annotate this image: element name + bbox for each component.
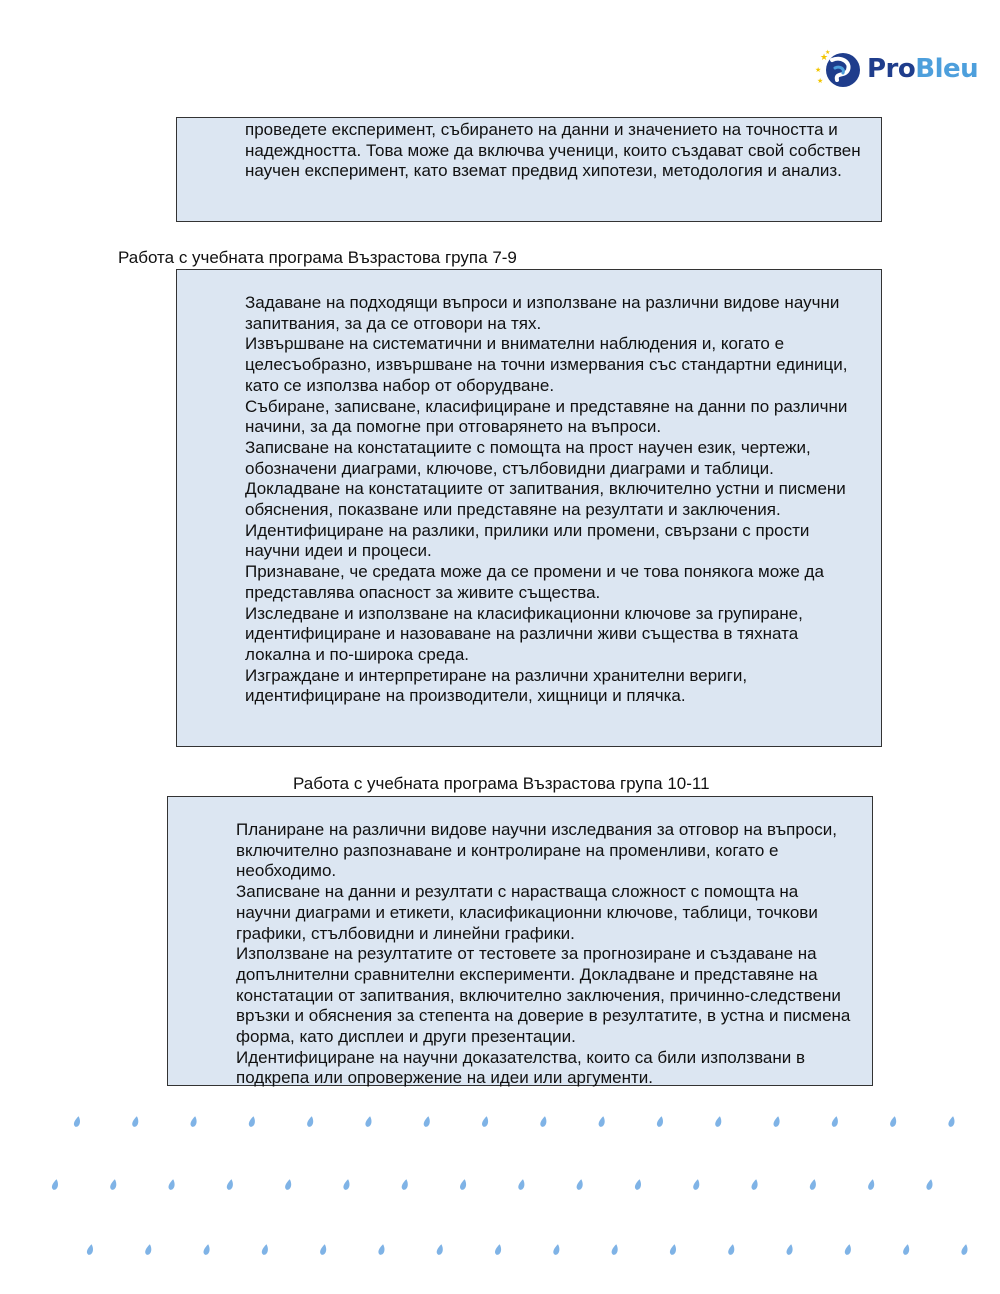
drop-shape xyxy=(948,1116,956,1128)
logo-wordmark xyxy=(867,54,978,84)
drop-shape xyxy=(773,1116,781,1128)
svg-text:★: ★ xyxy=(815,66,822,74)
drop-shape xyxy=(518,1179,526,1191)
drop-shape xyxy=(669,1244,677,1256)
drop-shape xyxy=(576,1179,584,1191)
drop-shape xyxy=(656,1116,664,1128)
drop-shape xyxy=(553,1244,561,1256)
drop-shape xyxy=(423,1116,431,1128)
drop-shape xyxy=(319,1244,327,1256)
drop-shape xyxy=(961,1244,969,1256)
curriculum-box-age-7-9 xyxy=(176,269,882,747)
drop-shape xyxy=(831,1116,839,1128)
drop-shape xyxy=(727,1244,735,1256)
box-paragraph: Изследване и използване на класификационни ключове за групиране, идентифициране и назоваване на различни живи същества в тяхната локална и по-широка среда. xyxy=(245,603,803,664)
drop-shape xyxy=(714,1116,722,1128)
drop-shape xyxy=(809,1179,817,1191)
drop-shape xyxy=(168,1179,176,1191)
drop-shape xyxy=(109,1179,117,1191)
svg-text:★: ★ xyxy=(825,49,831,56)
box-paragraph: Събиране, записване, класифициране и представяне на данни по различни начини, за да помогне при отговарянето на въпроси. xyxy=(245,396,848,437)
box-paragraph: Планиране на различни видове научни изследвания за отговор на въпроси, включително разпознаване и контролиране на променливи, когато е необходимо. xyxy=(236,820,837,881)
drop-shape xyxy=(365,1116,373,1128)
svg-text:★: ★ xyxy=(820,53,829,63)
box-paragraph: Идентифициране на научни доказателства, които са били използвани в подкрепа или опровержение на идеи или аргументи. xyxy=(236,1047,806,1088)
drop-shape xyxy=(144,1244,152,1256)
logo-text-bleu: Bleu xyxy=(915,54,979,84)
drop-shape xyxy=(692,1179,700,1191)
section-heading-age-10-11: Работа с учебната програма Възрастова група 10-11 xyxy=(293,774,710,793)
drop-shape xyxy=(284,1179,292,1191)
drop-shape xyxy=(436,1244,444,1256)
drop-shape xyxy=(306,1116,314,1128)
drop-shape xyxy=(73,1116,81,1128)
svg-text:★: ★ xyxy=(817,77,824,85)
drop-shape xyxy=(248,1116,256,1128)
drop-shape xyxy=(86,1244,94,1256)
box-paragraph: Записване на констатациите с помощта на прост научен език, чертежи, обозначени диаграми, ключове, стълбовидни диаграми и таблици. xyxy=(245,437,811,478)
box-paragraph: Извършване на систематични и внимателни наблюдения и, когато е целесъобразно, извършване на точни измервания със стандартни единици, като се използва набор от оборудване. xyxy=(245,334,848,395)
box-paragraph: Задаване на подходящи въпроси и използване на различни видове научни запитвания, за да се отговори на тях. xyxy=(245,293,840,333)
probleu-logo xyxy=(815,46,979,94)
drop-shape xyxy=(401,1179,409,1191)
logo-text-pro: Pro xyxy=(867,54,916,84)
drop-shape xyxy=(844,1244,852,1256)
section-heading-age-7-9: Работа с учебната програма Възрастова група 7-9 xyxy=(118,248,517,267)
box-paragraph: Докладване на констатациите от запитвания, включително устни и писмени обяснения, показване или представяне на резултати и заключения. xyxy=(245,479,846,520)
box-paragraph: Признаване, че средата може да се промени и че това понякога може да представлява опасност за живите същества. xyxy=(245,562,824,602)
drop-shape xyxy=(481,1116,489,1128)
drop-shape xyxy=(494,1244,502,1256)
box-paragraph: Използване на резултатите от тестовете за прогнозиране и създаване на допълнителни сравнителни експерименти. Докладване и представяне на констатации от запитвания, включително заключения, причинно-следствени връзки и обяснения за степента на доверие в резултатите, в устна и писмена форма, като дисплеи и други презентации. xyxy=(236,944,851,1047)
drop-shape xyxy=(226,1179,234,1191)
box-paragraph: проведете експеримент, събирането на данни и значението на точността и надеждността. Това може да включва ученици, които създават свой собствен научен експеримент, като вземат предвид хипотези, методология и анализ. xyxy=(245,120,861,181)
drop-shape xyxy=(634,1179,642,1191)
box-paragraph: Изграждане и интерпретиране на различни хранителни вериги, идентифициране на производители, хищници и плячка. xyxy=(245,665,748,706)
drop-shape xyxy=(190,1116,198,1128)
water-drops-decoration xyxy=(0,1100,1000,1280)
drop-shape xyxy=(261,1244,269,1256)
drop-shape xyxy=(902,1244,910,1256)
drop-shape xyxy=(926,1179,934,1191)
drop-shape xyxy=(378,1244,386,1256)
box-paragraph: Записване на данни и резултати с нарастваща сложност с помощта на научни диаграми и етикети, класификационни ключове, таблици, точкови графики, стълбовидни и линейни графики. xyxy=(236,882,818,943)
drop-shape xyxy=(131,1116,139,1128)
drop-shape xyxy=(51,1179,59,1191)
curriculum-box-age-10-11 xyxy=(167,796,873,1086)
drop-shape xyxy=(459,1179,467,1191)
continued-text-box xyxy=(176,117,882,222)
drop-shape xyxy=(343,1179,351,1191)
drop-shape xyxy=(598,1116,606,1128)
drop-shape xyxy=(867,1179,875,1191)
drop-shape xyxy=(611,1244,619,1256)
drop-shape xyxy=(203,1244,211,1256)
drop-shape xyxy=(540,1116,548,1128)
drop-shape xyxy=(889,1116,897,1128)
box-paragraph: Идентифициране на разлики, прилики или промени, свързани с прости научни идеи и процеси. xyxy=(245,520,810,561)
drop-shape xyxy=(751,1179,759,1191)
drop-shape xyxy=(786,1244,794,1256)
probleu-emblem-icon xyxy=(815,46,865,94)
